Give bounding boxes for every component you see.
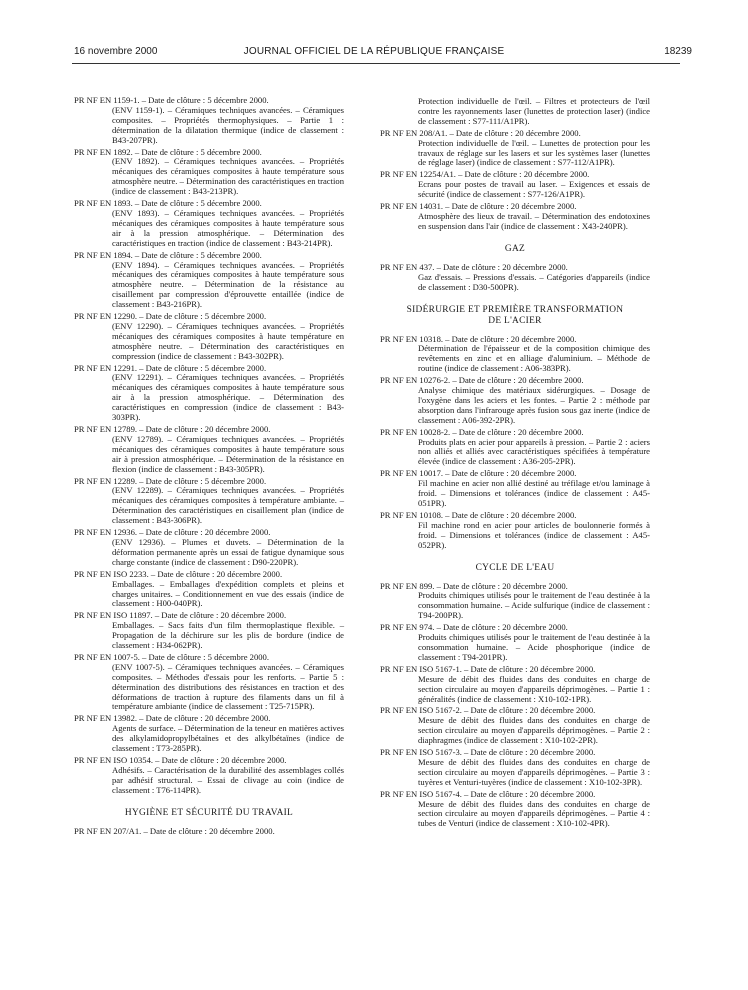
entry-head: PR NF EN ISO 5167-3. – Date de clôture : 20 décembre 2000. xyxy=(380,748,596,758)
entries-eau xyxy=(380,582,650,830)
entry-head: PR NF EN 12789. – Date de clôture : 20 décembre 2000. xyxy=(74,425,271,434)
entry-head: PR NF EN 1159-1. – Date de clôture : 5 décembre 2000. xyxy=(74,96,269,105)
entry-body: Agents de surface. – Détermination de la teneur en matières actives des alkylamidopropylbétaïnes et des alkylbétaïnes (indice de classement : T73-285PR). xyxy=(112,723,344,754)
entry-body: (ENV 1892). – Céramiques techniques avancées. – Propriétés mécaniques des céramiques composites à haute température sous atmosphère neutre. – Détermination des caractéristiques en traction (indice de classement : B43-213PR). xyxy=(112,156,344,197)
entries-right-a xyxy=(380,129,650,232)
entry xyxy=(74,756,344,796)
entry xyxy=(74,611,344,651)
entry-head: PR NF EN 10108. – Date de clôture : 20 décembre 2000. xyxy=(380,510,577,520)
entry xyxy=(380,129,650,169)
entry-body: Mesure de débit des fluides dans des conduites en charge de section circulaire au moyen d'appareils déprimogènes. – Partie 1 : généralités (indice de classement : X10-102-1PR). xyxy=(418,673,650,704)
entry xyxy=(380,335,650,375)
entry xyxy=(74,251,344,310)
right-column xyxy=(380,97,650,831)
entry xyxy=(74,570,344,610)
entry xyxy=(380,170,650,200)
entry-head: PR NF EN 899. – Date de clôture : 20 décembre 2000. xyxy=(380,581,568,591)
journal-title: JOURNAL OFFICIEL DE LA RÉPUBLIQUE FRANÇAISE xyxy=(243,46,505,57)
entry-head: PR NF EN ISO 5167-4. – Date de clôture : 20 décembre 2000. xyxy=(380,789,596,799)
entries-siderurgie xyxy=(380,335,650,551)
entry-body: Ecrans pour postes de travail au laser. – Exigences et essais de sécurité (indice de classement : S77-126/A1PR). xyxy=(418,179,650,200)
entry-body: Mesure de débit des fluides dans des conduites en charge de section circulaire au moyen d'appareils déprimogènes. – Partie 3 : tuyères et Venturi-tuyères (indice de classement : X10-102-3PR). xyxy=(418,756,650,787)
entry-body: Emballages. – Emballages d'expédition complets et pleins et charges unitaires. – Conditionnement en vue des essais (indice de classement : H00-040PR). xyxy=(112,578,344,609)
entry-head: PR NF EN 13982. – Date de clôture : 20 décembre 2000. xyxy=(74,714,271,724)
entry-head: PR NF EN 208/A1. – Date de clôture : 20 décembre 2000. xyxy=(380,128,581,138)
entry xyxy=(380,376,650,426)
entry xyxy=(74,199,344,249)
page-header xyxy=(0,46,748,62)
entry-head: PR NF EN 974. – Date de clôture : 20 décembre 2000. xyxy=(380,623,568,633)
entry-body: Mesure de débit des fluides dans des conduites en charge de section circulaire au moyen d'appareils déprimogènes. – Partie 2 : diaphragmes (indice de classement : X10-102-2PR). xyxy=(418,715,650,746)
entry xyxy=(380,582,650,622)
entry-body: Emballages. – Sacs faits d'un film thermoplastique flexible. – Propagation de la déchirure sur les plis de bordure (indice de classement : H34-062PR). xyxy=(112,620,344,651)
page-number: 18239 xyxy=(664,46,692,57)
entry-body: Analyse chimique des matériaux sidérurgiques. – Dosage de l'oxygène dans les aciers et les fontes. – Partie 2 : méthode par absorption dans l'infrarouge après fusion sous gaz inerte (indice de classement : A06-392-2PR). xyxy=(418,385,650,425)
entry-head: PR NF EN 1894. – Date de clôture : 5 décembre 2000. xyxy=(74,250,262,260)
entry xyxy=(74,477,344,527)
header-rule xyxy=(72,63,680,64)
entry-body: (ENV 1159-1). – Céramiques techniques avancées. – Céramiques composites. – Propriétés thermophysiques. – Partie 1 : détermination de la dilatation thermique (indice de classement : B43-207PR). xyxy=(112,104,344,145)
entry-body: Produits plats en acier pour appareils à pression. – Partie 2 : aciers non alliés et alliés avec caractéristiques spécifiées à température élevée (indice de classement : A36-205-2PR). xyxy=(418,436,650,467)
entry xyxy=(380,790,650,830)
entry-body: Protection individuelle de l'œil. – Lunettes de protection pour les travaux de réglage sur les lasers et sur les systèmes laser (lunettes de réglage laser) (indice de classement : S77-112/A1PR). xyxy=(418,137,650,168)
entry xyxy=(74,148,344,198)
entry-head: PR NF EN 1892. – Date de clôture : 5 décembre 2000. xyxy=(74,147,262,157)
entry xyxy=(380,263,650,293)
entry xyxy=(380,706,650,746)
entry-head: PR NF EN 12936. – Date de clôture : 20 décembre 2000. xyxy=(74,528,271,538)
entry-head: PR NF EN ISO 5167-2. – Date de clôture : 20 décembre 2000. xyxy=(380,706,596,716)
section-heading-hygiene: HYGIÈNE ET SÉCURITÉ DU TRAVAIL xyxy=(124,807,294,818)
entry-body: (ENV 12936). – Plumes et duvets. – Détermination de la déformation permanente après un essai de fatigue dynamique sous charge constante (indice de classement : D90-220PR). xyxy=(112,536,344,567)
entry-body: (ENV 12291). – Céramiques techniques avancées. – Propriétés mécaniques des céramiques composites à haute température sous air à la pression atmosphérique. – Détermination des caractéristiques en compression (indice de classement : B43-303PR). xyxy=(112,372,344,423)
section-heading-eau: CYCLE DE L'EAU xyxy=(475,562,555,573)
entry-body: (ENV 1894). – Céramiques techniques avancées. – Propriétés mécaniques des céramiques composites à haute température sous atmosphère neutre. – Détermination de la résistance au cisaillement par compression d'éprouvette entaillée (indice de classement : B43-216PR). xyxy=(112,259,344,310)
entry-head: PR NF EN 10276-2. – Date de clôture : 20 décembre 2000. xyxy=(380,376,584,386)
entry xyxy=(380,202,650,232)
entry-body: (ENV 12289). – Céramiques techniques avancées. – Propriétés mécaniques des céramiques composites à température ambiante. – Détermination des caractéristiques en cisaillement plan (indice de classement : B43-306PR). xyxy=(112,485,344,526)
entry-body: Produits chimiques utilisés pour le traitement de l'eau destinée à la consommation humaine. – Acide sulfurique (indice de classement : T94-200PR). xyxy=(418,590,650,621)
entry-head: PR NF EN ISO 11897. – Date de clôture : 20 décembre 2000. xyxy=(74,611,287,621)
entry-head: PR NF EN 12290. – Date de clôture : 5 décembre 2000. xyxy=(74,312,267,322)
entry xyxy=(380,469,650,509)
entry-head: PR NF EN 1893. – Date de clôture : 5 décembre 2000. xyxy=(74,199,262,209)
entry-head: PR NF EN 12291. – Date de clôture : 5 décembre 2000. xyxy=(74,363,267,373)
entry-body: Produits chimiques utilisés pour le traitement de l'eau destinée à la consommation humaine. – Acide phosphorique (indice de classement : T94-201PR). xyxy=(418,632,650,662)
entry-body: (ENV 12789). – Céramiques techniques avancées. – Propriétés mécaniques des céramiques composites à haute température sous air à pression atmosphérique. – Détermination de la résistance en flexion (indice de classement : B43-305PR). xyxy=(112,433,344,474)
entry-body: (ENV 1893). – Céramiques techniques avancées. – Propriétés mécaniques des céramiques composites à haute température sous air à la pression atmosphérique. – Détermination des caractéristiques en traction (indice de classement : B43-214PR). xyxy=(112,207,344,248)
entry xyxy=(380,623,650,663)
entry xyxy=(380,428,650,468)
header-date: 16 novembre 2000 xyxy=(74,46,158,57)
entry-head: PR NF EN 10028-2. – Date de clôture : 20 décembre 2000. xyxy=(380,427,584,437)
entry-head: PR NF EN 1007-5. – Date de clôture : 5 décembre 2000. xyxy=(74,652,269,662)
entry-head: PR NF EN ISO 10354. – Date de clôture : 20 décembre 2000. xyxy=(74,756,287,765)
section-heading-gaz: GAZ xyxy=(504,243,526,254)
entry xyxy=(380,748,650,788)
entry xyxy=(74,714,344,754)
entry xyxy=(74,827,344,837)
entry-body: Fil machine rond en acier pour articles de boulonnerie formés à froid. – Dimensions et tolérances (indice de classement : A45-052PR). xyxy=(418,519,650,550)
entry-head: PR NF EN 12289. – Date de clôture : 5 décembre 2000. xyxy=(74,476,267,486)
entry-head: PR NF EN 10017. – Date de clôture : 20 décembre 2000. xyxy=(380,469,577,479)
entry-body: Adhésifs. – Caractérisation de la durabilité des assemblages collés par adhésif structural. – Essai de clivage au coin (indice de classement : T76-114PR). xyxy=(112,764,344,795)
entry xyxy=(380,665,650,705)
entry xyxy=(380,511,650,551)
entry-continuation: Protection individuelle de l'œil. – Filtres et protecteurs de l'œil contre les rayonnements laser (lunettes de protection laser) (indice de classement : S77-111/A1PR). xyxy=(418,96,650,126)
entry-body: Fil machine en acier non allié destiné au tréfilage et/ou laminage à froid. – Dimensions et tolérances (indice de classement : A45-051PR). xyxy=(418,478,650,508)
entry-head: PR NF EN 207/A1. – Date de clôture : 20 décembre 2000. xyxy=(74,826,275,836)
entry xyxy=(74,528,344,568)
entry-body: Gaz d'essais. – Pressions d'essais. – Catégories d'appareils (indice de classement : D30-500PR). xyxy=(418,271,650,292)
entry xyxy=(74,653,344,712)
entry-head: PR NF EN 14031. – Date de clôture : 20 décembre 2000. xyxy=(380,202,577,212)
entry-body: (ENV 1007-5). – Céramiques techniques avancées. – Céramiques composites. – Méthodes d'essais pour les renforts. – Partie 5 : détermination des distributions des résistances en traction et des déformations de traction à rupture des filaments dans un fil à température ambiante (indice de classement : T25-715PR). xyxy=(112,661,344,712)
entry-body: Atmosphère des lieux de travail. – Détermination des endotoxines en suspension dans l'air (indice de classement : X43-240PR). xyxy=(418,210,650,231)
entry-head: PR NF EN ISO 2233. – Date de clôture : 20 décembre 2000. xyxy=(74,569,283,579)
entry xyxy=(74,364,344,423)
entries-gaz xyxy=(380,263,650,293)
entry xyxy=(74,96,344,146)
entry-body: (ENV 12290). – Céramiques techniques avancées. – Propriétés mécaniques des céramiques composites à haute température en atmosphère neutre. – Détermination des caractéristiques en compression (indice de classement : B43-302PR). xyxy=(112,320,344,361)
left-column xyxy=(74,96,344,839)
entry-head: PR NF EN 12254/A1. – Date de clôture : 20 décembre 2000. xyxy=(380,170,590,180)
entry-head: PR NF EN 437. – Date de clôture : 20 décembre 2000. xyxy=(380,262,568,272)
entry xyxy=(74,312,344,362)
entry xyxy=(74,425,344,475)
section-heading-siderurgie: SIDÉRURGIE ET PREMIÈRE TRANSFORMATION DE L'ACIER xyxy=(406,304,624,326)
entry-head: PR NF EN 10318. – Date de clôture : 20 décembre 2000. xyxy=(380,334,577,344)
entry-body: Mesure de débit des fluides dans des conduites en charge de section circulaire au moyen d'appareils déprimogènes. – Partie 4 : tubes de Venturi (indice de classement : X10-102-4PR). xyxy=(418,798,650,829)
entries-left xyxy=(74,96,344,796)
entry-body: Détermination de l'épaisseur et de la composition chimique des revêtements en zinc et en alliage d'aluminium. – Méthode de routine (indice de classement : A06-383PR). xyxy=(418,343,650,374)
entry-head: PR NF EN ISO 5167-1. – Date de clôture : 20 décembre 2000. xyxy=(380,664,596,674)
